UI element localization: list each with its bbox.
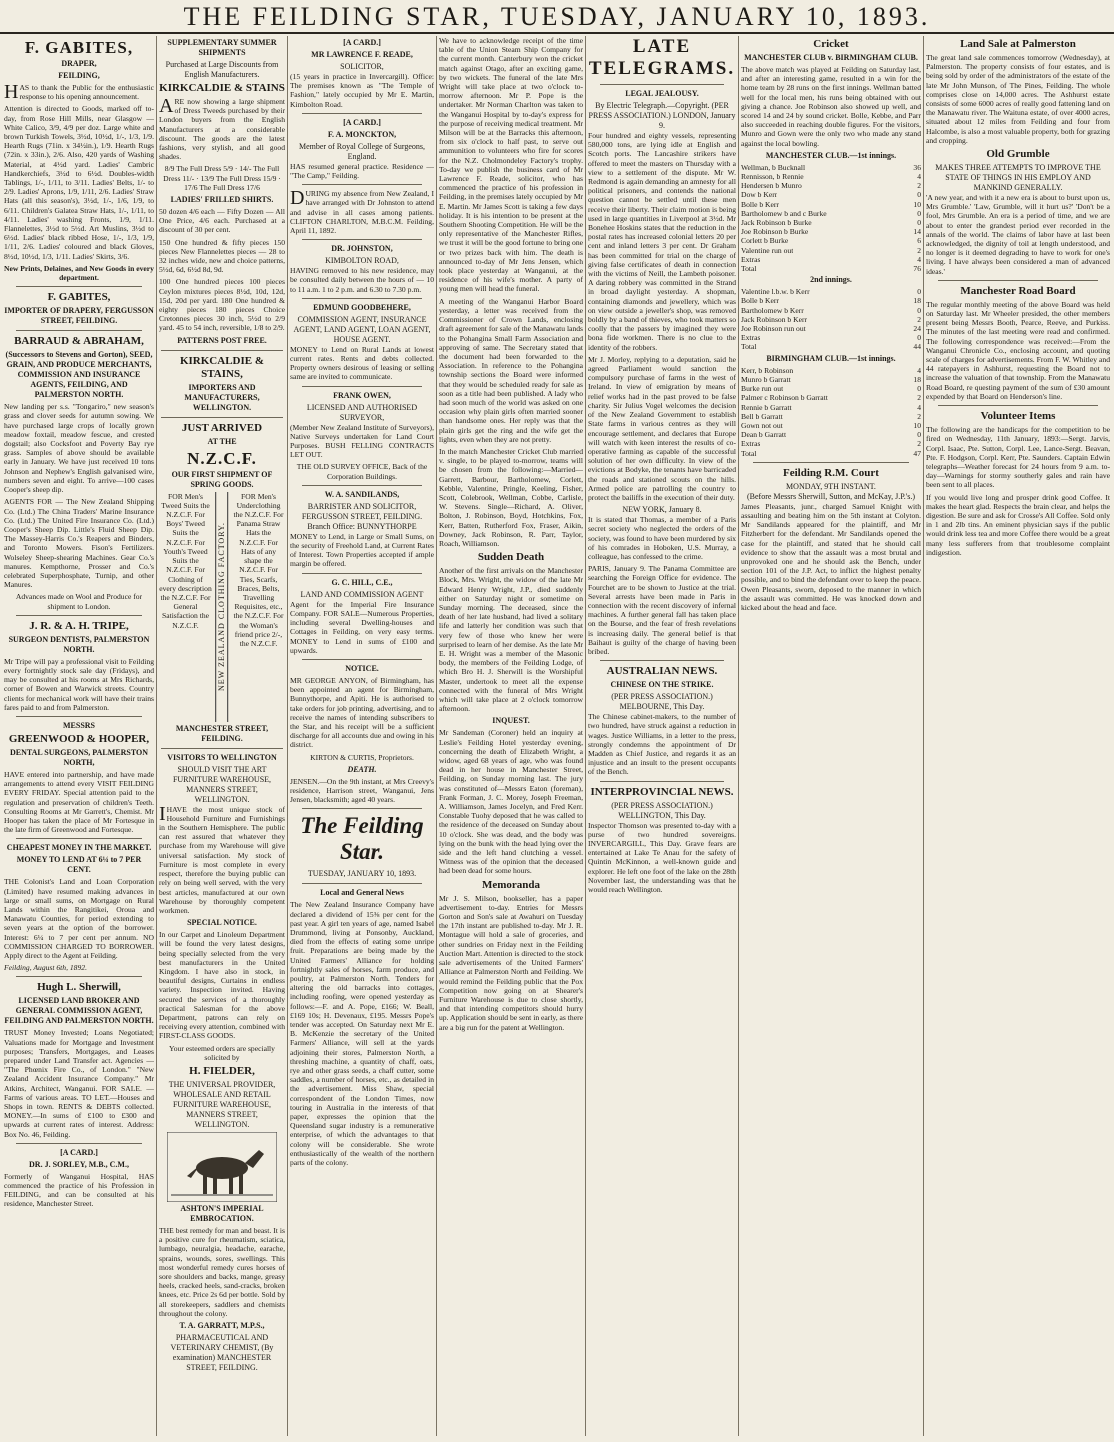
- telegrams-paragraph-1: Four hundred and eighty vessels, representing 580,000 tons, are lying idle at English and Scotch ports. The Lancashire strikers have offered to meet the masters on Thursday with a view to a settlement of the dispute. Mr W. Redmond is again demanding an amnesty for all political prisoners, and contends the national question cannot be settled until these men receive their liberty. Their claim motion is being used in large quantities in Liverpool at 3½d. Mr Bonehee Hoskins states that the reduction in the postal rates has increased colonial letters 20 per cent and inland letters 3 per cent. Dr Graham has been committed for trial on the charge of giving false certificates of death in connection with the victims of Neill, the Lambeth poisoner. A daring robbery was committed in the Strand in broad daylight yesterday. A shopman, containing diamonds and jewellery, which was on view outside a jeweller's shop, was removed boldly by a band of thieves, who took matters so coolly that the passers by imagined they were bona fide workmen. There is no clue to the identity of the robbers.: [588, 131, 736, 352]
- score-row: [741, 227, 921, 236]
- reade-card: [A CARD.]: [343, 38, 381, 47]
- death-title: DEATH.: [347, 764, 377, 774]
- sorley-body: Formerly of Wanganui Hospital, HAS commenced the practice of his Profession in FEILDING, and can be consulted at his residence, Manchester Street.: [4, 1171, 154, 1209]
- batsman-name: Extras: [741, 254, 761, 264]
- batsman-runs: 0: [917, 190, 921, 200]
- column-rule: [287, 36, 288, 1436]
- cricket-subtitle: MANCHESTER CLUB v. BIRMINGHAM CLUB.: [744, 53, 918, 62]
- batsman-name: Burke run out: [741, 384, 784, 394]
- batsman-name: Palmer c Robinson b Garratt: [741, 393, 828, 403]
- greenwood-subtitle: DENTAL SURGEONS, PALMERSTON NORTH,: [9, 747, 149, 767]
- inquest-body: Mr Sandeman (Coroner) held an inquiry at Leslie's Feilding Hotel yesterday evening, concerning the death of Elizabeth Wright, a widow, aged 68 years of age, who was found dead in her house in Manchester Street, Feilding, on Sunday morning last. The jury was constituted of—Messrs Eaton (foreman), Frank Forman, J. C. Morey, Joseph Freeman, A. Williamson, James Jocelyn, and Fred Kerr. Constable Tuohy deposed that he was called to the residence of the deceased on Sunday about 10 o'clock. She was dead, and the body was lying on the bunk with the head lying over the side and the left hand clutching a vessel. Witness was of the opinion that the deceased had been dead for some hours.: [439, 728, 583, 876]
- batsman-name: Valentine run out: [741, 245, 794, 255]
- barraud-agents: AGENTS FOR — The New Zealand Shipping Co. (Ltd.) The China Traders' Marine Insurance Co. (Ltd.) The United Fire Insurance Co. (Ltd.) Cooper's Sheep Dip. Little's Fluid Sheep Dip. The Massey-Harris Co.'s Reapers and Binders, and Toronto Mowers. Fison's Fertilizers. Wolseley Sheep-shearing Machines. Gear Co.'s manures. Kempthorne, Prosser and Co.'s celebrated Superphosphate, Turnip, and other Manures.: [4, 497, 154, 590]
- score-row: [741, 421, 921, 430]
- batsman-name: Bolle b Kerr: [741, 199, 779, 209]
- australian-news-title: AUSTRALIAN NEWS.: [606, 665, 718, 678]
- monckton-body: HAS resumed general practice. Residence — "The Camp," Feilding.: [290, 161, 434, 181]
- column-rule: [738, 36, 739, 1436]
- money-subtitle: MONEY TO LEND AT 6¼ to 7 PER CENT.: [16, 855, 142, 875]
- batsman-name: Valentine l.b.w. b Kerr: [741, 287, 810, 297]
- batsman-name: Munro b Garratt: [741, 374, 791, 384]
- nzcf-vertical-banner: NEW ZEALAND CLOTHING FACTORY.: [215, 492, 228, 722]
- divider: [753, 462, 909, 463]
- divider: [600, 660, 724, 661]
- batsman-runs: 18: [913, 296, 921, 306]
- land-sale-body: The great land sale commences tomorrow (Wednesday), at Palmerston. The property consists of four estates, and is being sold by order of the administrators of the estate of the late Mr John Munson, of The Pines, Feilding. The whole comprises close on 14,000 acres. The Ashhurst estate consists of some 6000 acres of really good fattening land on the Manawatu river. The Waituna estate, of over 4000 acres, situated about 12 miles from Feilding and four from Halcombe, is also a most valuable property, both for grazing and cropping.: [926, 53, 1110, 145]
- divider: [302, 573, 422, 574]
- divider: [302, 485, 422, 486]
- batsman-runs: 2: [917, 181, 921, 191]
- nzcf-columns: [159, 492, 285, 722]
- land-sale-title: Land Sale at Palmerston: [960, 38, 1076, 50]
- sandilands-body: MONEY to Lend, in Large or Small Sums, on the security of Freehold Land, at Current Rates of Interest. Town Properties accepted if ample margin be offered.: [290, 531, 434, 569]
- barraud-title: BARRAUD & ABRAHAM,: [14, 335, 144, 348]
- batsman-runs: 18: [913, 374, 921, 384]
- money-body: THE Colonist's Land and Loan Corporation (Limited) have resumed making advances in large or small sums, on Mortgage on Rural Lands within the Rangitikei, Oroua and Manawatu Counties, for period extending to seven years at the option of the borrower. Interest: 6¼ to 7 per cent per annum. NO COMMISSION CHARGED TO BORROWER. Apply direct to the Agent at Feilding.: [4, 877, 154, 960]
- road-board-body: The regular monthly meeting of the above Board was held on Saturday last. Mr Wheeler presided, the other members present being Messrs Booth, Pearce, Reeve, and Purkiss. The minutes of the last meeting were read and confirmed. The following correspondence was received:—From the Wanganui Chronicle Co., enclosing account, and quoting scale of charges for advertisements. From F. W. Whitley and 44 ratepayers in Ashhurst, requesting the Board not to increase the valuation of that township. From the Manawatu Road Board, re questing payment of the sum of £30 amount expended by that Board on Henderson's line.: [926, 299, 1110, 401]
- batsman-name: Rennisson, b Rennie: [741, 172, 804, 182]
- divider: [302, 808, 422, 809]
- batsman-runs: 4: [917, 254, 921, 264]
- divider: [16, 330, 142, 331]
- gabites2-subtitle: IMPORTER OF DRAPERY, FERGUSSON STREET, FEILDING.: [4, 306, 154, 326]
- court-date: MONDAY, 9TH INSTANT.: [786, 481, 876, 491]
- anyon-body: MR GEORGE ANYON, of Birmingham, has been appointed an agent for Birmingham, Bunnythorpe, and Apiti. He is authorised to take orders for job printing, advertising, and to receive the names of intending subscribers to the Star, and his receipt will be a sufficient discharge for all accounts due and owing in his district.: [290, 675, 434, 750]
- reade-body: (15 years in practice in Invercargill). Office: The premises known as "The Temple of Fashion," lately occupied by Mr E. Martin, Kimbolton Road.: [290, 72, 434, 109]
- barraud-body: New landing per s.s. "Tongariro," new season's grass and clover seeds for autumn sowing. We have purchased large crops of locally grown meadow foxtail, meadow fescue, and crested dogstail; also Cocksfoot and Poverty Bay rye grass. Samples of above should be available early in January. We have just received 10 tons Johnson and Nephew's English galvanised wire, numbers seven and eight. To arrive—100 cases Cooper's sheep dip.: [4, 402, 154, 495]
- kirkcaldie-body: ARE now showing a large shipment of Dress Tweeds purchased by their London buyers from the English Manufacturers at a considerable discount. The goods are the latest fashions, very stylish, and all good shades.: [159, 95, 285, 162]
- column-rule: [156, 36, 157, 1436]
- kirkcaldie-prices: 8/9 The Full Dress 5/9 · 14/- The Full Dress 11/- · 13/9 The Full Dress 15/9 · 17/6 The Full Dress 17/6: [163, 164, 281, 192]
- batsman-runs: 0: [917, 305, 921, 315]
- batsman-runs: 10: [913, 199, 921, 209]
- divider: [302, 239, 422, 240]
- old-survey-office: THE OLD SURVEY OFFICE, Back of the Corporation Buildings.: [296, 462, 428, 481]
- coffee-notice: If you would live long and prosper drink good Coffee. It makes the heart glad. Respects the brain clear, and helps the digestion. Be sure and ask for Crosse's All Coffee. Sold only in 1 and 2lb tins. An eminent physician says if the public would drink less tea and more Coffee there would be a great many less sufferers from that troublesome complaint indigestion.: [926, 492, 1110, 557]
- score-row: [741, 163, 921, 172]
- anyon-signature: KIRTON & CURTIS, Proprietors.: [310, 752, 414, 762]
- column-6-cricket-court: [741, 36, 921, 1436]
- column-5-telegrams: [588, 36, 736, 1436]
- money-title: CHEAPEST MONEY IN THE MARKET.: [6, 843, 152, 853]
- fielder-subtitle: THE UNIVERSAL PROVIDER, WHOLESALE AND RETAIL FURNITURE WAREHOUSE, MANNERS STREET, WELLINGTON.: [168, 1079, 276, 1129]
- batsman-name: Bartholomew b Kerr: [741, 305, 804, 315]
- birmingham-innings-head: BIRMINGHAM CLUB.—1st innings.: [766, 353, 896, 363]
- greenwood-head: MESSRS: [62, 720, 95, 730]
- just-arrived-title: JUST ARRIVED: [181, 421, 263, 434]
- news-paragraph-1: We have to acknowledge receipt of the time table of the Union Steam Ship Company for the current month. Canterbury won the cricket match against Otago, after an exciting game, by two wickets. The funeral of the late Mrs Wright will take place at two o'clock to-morrow afternoon. Mr P. Pope is the undertaker. Mr Norman Charlton was taken to the Wanganui Hospital by to-day's express for the purpose of receiving medical treatment. Mr Milson will be at the Barracks this afternoon, from six o'clock to half past, to serve out ammunition to volunteers who fire for scores for the N.Z. Cholmondeley Factory's trophy. To-day we publish the business card of Mr Lawrence F. Reade, solicitor, who has commenced the practice of his profession in Feilding, in the premises lately occupied by Mr E. Martin. Mr James Scott is taking a few days holiday. It is his intention to be present at the Southern Shooting Competition. He will be the only representative of the Manchester Rifles, we trust it will be the good fortune to bring one or two prizes back with him. The death is announced to-day of Mr Jens Jensen, which took place yesterday at Wanganui, at the residence of his wife's mother. A party of young men will head the funeral.: [439, 36, 583, 294]
- owen-subtitle: LICENSED AND AUTHORISED SURVEYOR,: [306, 402, 418, 422]
- column-3-cards-and-local-news: [290, 36, 434, 1436]
- horse-illustration-icon: [167, 1132, 277, 1202]
- garratt-subtitle: PHARMACEUTICAL AND VETERINARY CHEMIST, (By examination) MANCHESTER STREET, FEILDING.: [170, 1332, 274, 1372]
- charlton-body: DURING my absence from New Zealand, I have arranged with Dr Johnston to attend and advise in all cases among patients. CLIFTON CHARLTON, M.B.C.M. Feilding, April 11, 1892.: [290, 187, 434, 236]
- score-row: [741, 384, 921, 393]
- score-row: [741, 449, 921, 458]
- patterns-post-free: PATTERNS POST FREE.: [177, 335, 267, 345]
- batsman-runs: 4: [917, 365, 921, 375]
- column-rule: [585, 36, 586, 1436]
- batsman-name: Bell b Garratt: [741, 411, 783, 421]
- inquest-title: INQUEST.: [492, 716, 530, 726]
- prints-body: 100 One hundred pieces 100 pieces Ceylon mixtures pieces 8½d, 10d, 12d, 15d, 20d per yard. 180 One hundred & eighty pieces 180 pieces Choice Cretonnes pieces 30 inch, 5½d to 2/9 yard. 45 to 54 inch, reversible, 1/8 to 2/9.: [159, 277, 285, 333]
- local-news-title: Local and General News: [320, 888, 404, 898]
- batsman-name: Jack Robinson b Burke: [741, 218, 812, 228]
- batsman-runs: 24: [913, 324, 921, 334]
- telegrams-paragraph-2: Mr J. Morley, replying to a deputation, said he agreed Parliament would sanction the compulsory purchase of farms in the west of Ireland. In view of emigration by means of relief works had in the past proved to be false charity. Sir Julius Vogel welcomes the decision of the New Zealand Government to establish State farms in various centres as they will encourage settlement, and declares that Europe will watch with keen interest the results of co-operative farming as capable of the successful solution of her own difficulty. In view of the evictions at Bodyke, the tenants have barricaded the roads and stationed scouts on the hills. Armed police are patrolling the country to protect the bailiffs in the execution of their duty.: [588, 354, 736, 502]
- batsman-name: Bolle b Kerr: [741, 296, 779, 306]
- score-row: [741, 209, 921, 218]
- score-row: [741, 366, 921, 375]
- gabites-town: FEILDING,: [58, 71, 100, 80]
- shirts-title: LADIES' FRILLED SHIRTS.: [170, 195, 274, 205]
- birmingham-first-innings-scores: [741, 366, 921, 458]
- visitors-title: VISITORS TO WELLINGTON: [167, 752, 277, 762]
- goodbehere-subtitle: COMMISSION AGENT, INSURANCE AGENT, LAND AGENT, LOAN AGENT, HOUSE AGENT.: [293, 314, 431, 344]
- gabites-subtitle: DRAPER,: [61, 59, 97, 68]
- old-grumble-subtitle: MAKES THREE ATTEMPTS TO IMPROVE THE STATE OF THINGS IN HIS EMPLOY AND MANKIND GENERALLY.: [935, 163, 1101, 193]
- legal-jealousy-title: LEGAL JEALOUSY.: [625, 89, 699, 98]
- score-row: [741, 172, 921, 181]
- batsman-name: Kerr, b Robinson: [741, 365, 794, 375]
- memoranda-body: Mr J. S. Milson, bookseller, has a paper advertisement to-day. Entries for Messrs Gorton and Son's sale at Awahuri on Tuesday the 17th instant are published to-day. Mr J. R. Montague will hold a sale of groceries, and other sundries on Friday next in the Feilding Auction Mart. Attention is directed to the stock sale advertisements of the United Farmers' Alliance at Palmerston North and Feilding. We would remind the Feilding public that the Pox Competition now going on at Shearer's Furniture Warehouse is due to close shortly, and that intending competitors should hurry up. Application should be sent in early, as there are a big run for the patent at Wellington.: [439, 893, 583, 1032]
- sherwill-subtitle: LICENSED LAND BROKER AND GENERAL COMMISSION AGENT, FEILDING AND PALMERSTON NORTH.: [4, 996, 154, 1026]
- manchester-second-innings-scores: [741, 287, 921, 351]
- batsman-runs: 0: [917, 287, 921, 297]
- divider: [600, 84, 724, 85]
- nzcf-address: MANCHESTER STREET, FEILDING.: [175, 723, 269, 743]
- batsman-runs: 2: [917, 411, 921, 421]
- batsman-runs: 76: [913, 264, 921, 274]
- column-rule: [923, 36, 924, 1436]
- column-rule: [436, 36, 437, 1436]
- divider: [161, 417, 283, 418]
- divider: [16, 286, 142, 287]
- sherwill-body: TRUST Money Invested; Loans Negotiated; Valuations made for Mortgage and Investment purposes; Transfers, Mortgages, and Leases prepared under Land Transfer act. Agencies — "The Phœnix Fire Co., of London." "New Zealand Accident Insurance Company." Mr Atkins, Architect, Wanganui. FOR SALE. — Farms of various areas. TO LET.—Houses and Shops in town. RENTS & DEBTS collected. MONEY.—In sums of £100 to £300 and upwards at current rates of interest. Address: Box No. 46, Feilding.: [4, 1028, 154, 1139]
- barraud-footer: Advances made on Wool and Produce for shipment to London.: [15, 592, 143, 611]
- score-row: [741, 218, 921, 227]
- divider: [161, 350, 283, 351]
- batsman-runs: 4: [917, 172, 921, 182]
- batsman-runs: 2: [917, 314, 921, 324]
- column-4-news: [439, 36, 583, 1436]
- money-date: Feilding, August 6th, 1892.: [4, 963, 87, 973]
- nzcf-title: N.Z.C.F.: [187, 448, 257, 468]
- score-row: [741, 342, 921, 351]
- supplementary-title: SUPPLEMENTARY SUMMER SHIPMENTS: [167, 38, 277, 57]
- interprovincial-byline: (PER PRESS ASSOCIATION.) WELLINGTON, This Day.: [611, 800, 713, 820]
- score-row: [741, 296, 921, 305]
- reade-subtitle: SOLICITOR,: [340, 62, 384, 71]
- sherwill-title: Hugh L. Sherwill,: [37, 981, 121, 994]
- score-row: [741, 375, 921, 384]
- score-row: [741, 324, 921, 333]
- old-grumble-title: Old Grumble: [986, 148, 1050, 161]
- column-1-advertisements: [4, 36, 154, 1436]
- monckton-subtitle: Member of Royal College of Surgeons, England.: [298, 141, 426, 161]
- batsman-name: Extras: [741, 333, 761, 343]
- batsman-name: Extras: [741, 439, 761, 449]
- newspaper-title: THE FEILDING STAR, TUESDAY, JANUARY 10, 1893.: [183, 2, 931, 31]
- divider: [302, 298, 422, 299]
- batsman-name: Total: [741, 448, 757, 458]
- tripe-subtitle: SURGEON DENTISTS, PALMERSTON NORTH.: [8, 634, 150, 654]
- news-paragraph-2: A meeting of the Wanganui Harbor Board yesterday, a letter was received from the Commissioner of Crown Lands, enclosing draft agreement for sale of the Manawatu lands to the Pohangina Small Farm Association and approving of same. The Secretary stated that the document had been forwarded to the Association. In reference to the Pohangina township sections the Board were informed that they would be scheduled ready for sale as soon as a title had been published. A lady who had soon much of the world was asked on one occasion why plain girls often married sooner than handsome ones. Her reply was that the plain girls get the ring and the wife get the lights, even when they are not pretty.: [439, 296, 583, 444]
- divider: [302, 883, 422, 884]
- cricket-report: The above match was played at Feilding on Saturday last, and after an interesting game, resulted in a win for the home team by 28 runs on the first innings. Wellman batted well for the local men, his runs being obtained with out giving a chance. Joe Robinson also showed up well, and scored 14 and 24 by sound cricket. Bolle, Kebbe, and Parr also succeeded in reaching double figures. For the visitors, Munro and Gown were the only two who made any stand against the local bowling.: [741, 65, 921, 148]
- interprovincial-body: Inspector Thomson was presented to-day with a purse of two hundred sovereigns. INVERCARGILL, This Day. Grave fears are entertained at Lake Te Anau for the safety of Quintin McKinnon, a well-known guide and explorer. He left one foot of the lake on the 28th November last, the understanding was that he would reach Wellington.: [588, 820, 736, 895]
- hill-title: G. C. HILL, C.E.,: [331, 577, 393, 587]
- divider: [16, 1143, 142, 1144]
- death-body: JENSEN.—On the 9th instant, at Mrs Creevy's residence, Harrison street, Wanganui, Jens Jensen, blacksmith; aged 40 years.: [290, 776, 434, 805]
- divider: [16, 838, 142, 839]
- nzcf-right-list: FOR Men's Underclothing the N.Z.C.F. For Panama Straw Hats the N.Z.C.F. For Hats of any shape the N.Z.C.F. For Ties, Scarfs, Braces, Belts, Travelling Requisites, etc., the N.Z.C.F. For the Woman's friend price 2/-, the N.Z.C.F.: [233, 491, 284, 648]
- score-row: [741, 236, 921, 245]
- batsman-name: Dow b Kerr: [741, 190, 778, 200]
- chinese-strike-title: CHINESE ON THE STRIKE.: [610, 680, 714, 690]
- divider: [302, 659, 422, 660]
- batsman-runs: 2: [917, 393, 921, 403]
- monckton-card: [A CARD.]: [343, 117, 381, 127]
- gabites-footer: New Prints, Delaines, and New Goods in every department.: [4, 263, 154, 283]
- sorley-card: [A CARD.]: [60, 1147, 98, 1157]
- old-grumble-body: 'A new year, and with it a new era is about to burst upon us, Mrs Grumble.' 'Law, Grumble, will it hurt us?' 'Don't be a fool, Mrs Grumble. An era is a period of time, and we are about to enter the grandest period ever recorded in the annals of the world. The claims of labor have at last been acknowledged, the dignity of toil at length understood, and no longer is it deemed degrading to have to work for one's living. I have always been considered a man of advanced ideas.': [926, 193, 1110, 276]
- hill-body: Agent for the Imperial Fire Insurance Company. FOR SALE—Numerous Properties, including several Dwelling-houses and Cottages in Feilding, on very easy terms. MONEY to Lend in sums of £100 and upwards.: [290, 599, 434, 655]
- batsman-runs: 10: [913, 420, 921, 430]
- issue-date: TUESDAY, JANUARY 10, 1893.: [307, 869, 417, 879]
- batsman-runs: 0: [917, 218, 921, 228]
- news-paragraph-3: In the match Manchester Cricket Club married v. single, to be played to-morrow, teams will be chosen from the following:—Married—Garrett, Barbour, Bartholomew, Corlett, Kebble, Valentine, Pringle, Keeling, Fisher, Scott, Colebrook, Wellman, Cobbe, Carlisle, W. Stevens. Single—Richard, A. Oliver, Bolton, J. Robinson, Boyd, Hotchkins, Fox, Kerr, Batten, Rutherford Fox, Fraser, Aikin, Downey, Jack Robinson, R. Parr, Taylor, Roach, Williamson.: [439, 446, 583, 548]
- batsman-runs: 2: [917, 439, 921, 449]
- kirkcaldie2-subtitle: IMPORTERS AND MANUFACTURERS, WELLINGTON.: [184, 382, 260, 412]
- score-row: [741, 264, 921, 273]
- divider: [600, 781, 724, 782]
- solicited-line: Your esteemed orders are specially solicited by: [169, 1043, 275, 1062]
- ashton-body: THE best remedy for man and beast. It is a positive cure for rheumatism, sciatica, lumbago, neuralgia, headache, earache, sprains, wounds, sores, swellings. This most wonderful remedy cures horses of sore shoulders and backs, mange, greasy heels, cracked heels, sand-cracks, broken knees, etc. Price 2s 6d per bottle. Sold by all storekeepers, saddlers and chemists throughout the colony.: [159, 1225, 285, 1318]
- manchester-second-innings-head: 2nd innings.: [810, 275, 852, 285]
- shirts-body: 50 dozen 4/6 each — Fifty Dozen — All One Price, 4/6 each. Purchased at a discount of 30 per cent.: [159, 207, 285, 235]
- johnston-body: HAVING removed to his new residence, may be consulted daily between the hours of — 10 to 11 a.m. 1 to 2 p.m. and 6.30 to 7.30 p.m.: [290, 266, 434, 294]
- divider: [16, 976, 142, 977]
- divider: [302, 386, 422, 387]
- owen-body: (Member New Zealand Institute of Surveyors), Native Surveys undertaken for Land Court Purposes. BUSH FELLING CONTRACTS LET OUT.: [290, 422, 434, 460]
- kirkcaldie2-title: KIRKCALDIE & STAINS,: [179, 354, 265, 380]
- volunteer-items-title: Volunteer Items: [980, 410, 1056, 423]
- column-2-advertisements: [159, 36, 285, 1436]
- divider: [16, 615, 142, 616]
- garratt-title: T. A. GARRATT, M.P.S.,: [179, 1320, 265, 1330]
- greenwood-body: HAVE entered into partnership, and have made arrangements to attend every VISIT FEILDING EVERY FRIDAY. Special attention paid to the regulation and preservation of children's Teeth. Consulting Rooms at Mr Garrett's, Chemist. Mr Hooper has taken the place of Mr Fortesque in the late firm of Greenwood and Fortesque.: [4, 769, 154, 835]
- kirkcaldie-title: KIRKCALDIE & STAINS: [159, 82, 285, 94]
- batsman-name: Joe Robinson run out: [741, 324, 806, 334]
- gabites2-title: F. GABITES,: [47, 291, 111, 304]
- batsman-runs: 44: [913, 342, 921, 352]
- ashton-title: ASHTON'S IMPERIAL EMBROCATION.: [180, 1203, 264, 1223]
- batsman-name: Total: [741, 264, 757, 274]
- greenwood-title: GREENWOOD & HOOPER,: [8, 732, 150, 745]
- late-telegrams-title: LATE TELEGRAMS.: [588, 36, 736, 79]
- score-row: [741, 439, 921, 448]
- owen-title: FRANK OWEN,: [333, 390, 391, 400]
- score-row: [741, 315, 921, 324]
- batsman-runs: 0: [917, 333, 921, 343]
- divider: [938, 280, 1098, 281]
- sudden-death-body: Another of the first arrivals on the Manchester Block, Mrs. Wright, the widow of the late Mr Edward Henry Wright, J.P., died suddenly either on Saturday night or sometime on Sunday morning. The deceased, since the death of her late husband, had lived a solitary life and latterly her condition was such that very few of those who knew her were surprised to learn of her demise. As the late Mr E. H. Wright was a member of the Masonic body, the members of the Feilding Lodge, of which Bro H. J. Sherwill is the Worshipful Master, undertook to meet all the expense connected with the funeral of Mrs Wright which will take place at 2 o'clock tomorrow afternoon.: [439, 566, 583, 714]
- reade-title: MR LAWRENCE F. READE,: [311, 50, 413, 59]
- monckton-title: F. A. MONCKTON,: [327, 129, 397, 139]
- batsman-runs: 14: [913, 227, 921, 237]
- notice-title: NOTICE.: [345, 663, 379, 673]
- at-the-label: AT THE: [207, 436, 237, 446]
- manchester-first-innings-scores: [741, 163, 921, 273]
- hill-subtitle: LAND AND COMMISSION AGENT: [300, 589, 424, 599]
- batsman-runs: 0: [917, 384, 921, 394]
- sudden-death-title: Sudden Death: [477, 551, 545, 564]
- interprovincial-news-title: INTERPROVINCIAL NEWS.: [590, 785, 734, 798]
- court-title: Feilding R.M. Court: [783, 466, 879, 479]
- fielder-title: H. FIELDER,: [189, 1064, 255, 1077]
- score-row: [741, 190, 921, 199]
- tripe-title: J. R. & A. H. TRIPE,: [29, 619, 129, 632]
- johnston-title: DR. JOHNSTON,: [331, 244, 393, 254]
- sorley-title: DR. J. SORLEY, M.B., C.M.,: [29, 1159, 129, 1169]
- sandilands-subtitle: BARRISTER AND SOLICITOR, FERGUSSON STREET, FEILDING. Branch Office: BUNNYTHORPE: [301, 501, 423, 531]
- score-row: [741, 255, 921, 264]
- court-bench: (Before Messrs Sherwill, Sutton, and McKay, J.P.'s.): [746, 491, 916, 501]
- batsman-name: Rennie b Garratt: [741, 402, 792, 412]
- divider: [161, 748, 283, 749]
- court-report: James Pleasants, junr., charged Samuel Knight with assaulting and beating him on the 5th instant at Colyton. Mr Sandilands appeared for the plaintiff, and Mr Fitzherbert for the defendant. Mr Sandilands opened the case for the plaintiff, and stated that he should call evidence to show that the assault was a most brutal and unprovoked one and he should ask the Bench, under section 101 of the J.P. Act, to inflict the highest penalty possible, and to bind the defendant over to keep the peace. Owen Pleasants, sworn, deposed to the manner in which the assault was committed. He was knocked down and kicked about the head and face.: [741, 501, 921, 612]
- score-row: [741, 246, 921, 255]
- divider: [302, 113, 422, 114]
- goodbehere-body: MONEY to Lend on Rural Lands at lowest current rates. Rents and debts collected. Property owners desirous of leasing or selling same are invited to communicate.: [290, 344, 434, 382]
- special-notice-title: SPECIAL NOTICE.: [187, 918, 257, 928]
- telegrams-paragraph-4: PARIS, January 9. The Panama Committee are searching the Foreign Office for evidence. The Fourchet are to be shown to Justice at the trial. Several arrests have been made in Paris in connection with the recent discovery of infernal machines. A further general fall has taken place on the Bourse, and the fear of fresh revelations is increasing daily. The general belief is that Baihaut is guilty of the charge of having been bribed.: [588, 564, 736, 656]
- batsman-runs: 47: [913, 448, 921, 458]
- batsman-name: Bartholomew b and c Burke: [741, 208, 827, 218]
- manchester-innings-head: MANCHESTER CLUB.—1st innings.: [765, 150, 897, 160]
- batsman-runs: 0: [917, 430, 921, 440]
- batsman-name: Joe Robinson b Burke: [741, 227, 809, 237]
- batsman-runs: 36: [913, 162, 921, 172]
- new-york-dateline: NEW YORK, January 8.: [622, 505, 702, 515]
- score-row: [741, 403, 921, 412]
- batsman-name: Jack Robinson b Kerr: [741, 314, 808, 324]
- goodbehere-title: EDMUND GOODBEHERE,: [313, 302, 411, 312]
- masthead: [0, 0, 1114, 34]
- local-news-body: The New Zealand Insurance Company have declared a dividend of 15⅜ per cent for the past year. A girl ten years of age, named Isabel Drummond, living at Ponsonby, Auckland, died from the effects of eating some unripe fruit. Preparations are being made by the United Farmers' Alliance for holding fortnightly sales of horses, farm produce, and poultry, at Palmerston North. Tenders for altering the old barracks into cottages, including roofing, were opened yesterday as follows:—F. and A. Pope, £166; W. Beall, £169 10s; H. Devenaux, £195. Messrs Pope's tender was accepted. On Saturday next Mr E. B. McKenzie the secretary of the United Farmers' Alliance, will sell at the yards adjoining their stores, Palmerston North, a threshing machine, a quantity of chaff, oats, rye and other grass seeds, a chaff cutter, some saddles, a number of horses, etc., as detailed in the advertisement. Miss Shaw, special correspondent of the London Times, now touring in Australia in the interests of that paper, expresses the opinion that the Queensland sugar industry is a remunerative enterprise, of which the advantages to that colony will be considerable. She wrote enthusiastically of the wealth of the northern parts of the colony.: [290, 900, 434, 1168]
- batsman-name: Hendersen b Munro: [741, 181, 802, 191]
- supplementary-subtitle: Purchased at Large Discounts from English Manufacturers.: [165, 60, 279, 79]
- nzcf-banner-wrap: [214, 492, 230, 722]
- flannelettes-body: 150 One hundred & fifty pieces 150 pieces New Flannelettes pieces — 28 to 32 inches wide, new and choice patterns, 5½d, 6d, 6½d 8d, 9d.: [159, 237, 285, 275]
- nzcf-left-list: FOR Men's Tweed Suits the N.Z.C.F. For Boys' Tweed Suits the N.Z.C.F. For Youth's Tweed Suits the N.Z.C.F. For Clothing of every description the N.Z.C.F. For General Satisfaction the N.Z.C.F.: [159, 491, 212, 630]
- batsman-runs: 0: [917, 208, 921, 218]
- score-row: [741, 181, 921, 190]
- batsman-name: Total: [741, 342, 757, 352]
- score-row: [741, 287, 921, 296]
- telegrams-paragraph-3: It is stated that Thomas, a member of a Paris secret society who neglected the orders of the society, was found to have been murdered by six of his comrades in Hoboken, U.S. Murray, a colleague, has confessed to the crime.: [588, 515, 736, 561]
- batsman-runs: 4: [917, 402, 921, 412]
- score-row: [741, 200, 921, 209]
- furniture-body: IHAVE the most unique stock of Household Furniture and Furnishings in the Southern Hemisphere. The public can rest assured that whatever they purchase from my Warehouse will give universal satisfaction. My stock of Furniture is most complete in every respect, therefore the buying public can rely on being well served, with the very best articles, manufactured at our own Warehouse by thoroughly competent workmen.: [159, 802, 285, 915]
- gabites-intro: HAS to thank the Public for the enthusiastic response to his opening announcement.: [4, 81, 154, 103]
- feilding-star-nameplate: The Feilding Star.: [300, 813, 424, 865]
- nzcf-subtitle: OUR FIRST SHIPMENT OF SPRING GOODS.: [171, 469, 273, 489]
- barraud-subtitle: (Successors to Stevens and Gorton), SEED, GRAIN, AND PRODUCE MERCHANTS, COMMISSION AND INSURANCE AGENTS, FEILDING, AND PALMERSTON NORTH.: [5, 350, 153, 400]
- tripe-body: Mr Tripe will pay a professional visit to Feilding every fortnightly stock sale day (Fridays), and may be consulted at his rooms at Mrs Richards, corner of Bowen and Warwick streets. Country clients for mechanical work will have their trains fares paid to and from Palmerston.: [4, 656, 154, 712]
- australian-news-body: The Chinese cabinet-makers, to the number of two hundred, have struck against a reduction in wages. Justice Williams, in a letter to the press, strongly condemns the appointment of Dr Madden as Chief Justice, and regards it as an injustice and an insult to the present occupants of the Bench.: [588, 712, 736, 777]
- special-notice-body: In our Carpet and Linoleum Department will be found the very latest designs, being specially selected from the very best manufacturers in the United Kingdom. I have also in stock, in beautiful designs, Curtains in endless variety. Inspection invited. Having secured the services of a thoroughly practical Salesman for the above Department, patrons can rely on receiving every attention, combined with FIRST-CLASS GOODS.: [159, 930, 285, 1041]
- batsman-name: Wellman, b Bucknall: [741, 162, 806, 172]
- score-row: [741, 306, 921, 315]
- volunteer-items-body: The following are the handicaps for the competition to be fired on Wednesday, 11th January, 1893:—Sergt. Jarvis, Corpl. Isaac, Pte. Sutton, Corpl. Lee, Lance-Sergt. Beavan, Pte. F. Hodgson, Corpl. Kerr, Pte. Saunders. Captain Edwin telegraphs—Weather forecast for 24 hours from 9 a.m. to-day—Warnings for stormy southerly gales and rain have been sent to all places.: [926, 425, 1110, 490]
- memoranda-title: Memoranda: [481, 878, 541, 891]
- score-row: [741, 430, 921, 439]
- gabites-title: F. GABITES,: [24, 38, 134, 57]
- score-row: [741, 393, 921, 402]
- johnston-subtitle: KIMBOLTON ROAD,: [325, 256, 399, 266]
- divider: [16, 716, 142, 717]
- batsman-runs: 6: [917, 236, 921, 246]
- column-7-land-grumble-board: [926, 36, 1110, 1436]
- cricket-title: Cricket: [813, 38, 849, 50]
- sandilands-title: W. A. SANDILANDS,: [324, 489, 400, 499]
- divider: [938, 405, 1098, 406]
- score-row: [741, 333, 921, 342]
- chinese-strike-byline: (PER PRESS ASSOCIATION.) MELBOURNE, This Day.: [611, 692, 713, 712]
- batsman-name: Gown not out: [741, 420, 783, 430]
- gabites-body: Attention is directed to Goods, marked off to-day, from Rose Hill Mills, near Glasgow — White Calico, 3/9, 4/9 per doz. Large white and brown Turkish Towels, 3½d, 10½d, 1/-, 1/3, 1/9. Hearth Rugs (71in. x 34½in.), 1/9. Hearth Rugs (72in. x 33in.), 2/6. Also, 420 yards of Washing Material, at 4½d yard. Ladies' Cambric Handkerchiefs, 3½d to 6½d. Doubles-width Tablings, 1/-, 1/11, to 3/11. Ladies' Belts, 1/- to 2/9. Ladies' Aprons, 1/9, 1/11, 2/6. Ladies' Straw Hats (all this season's), 3½d, 1/-, 1/6, 1/9, to 6/11. Children's Galatea Straw Hats, 1/-, 1/11, to 4/11. Ladies' washing Fronts, 1/9, 1/11. Flannelettes, 3½d to 5½d. Art Muslins, 3½d to 6½d. Ladies' black ribbed Hose, 1/-, 1/3, 1/9, 1/11, 2/6. Ladies' coloured and black Gloves, 8½d, 10½d, 1/3, 1/11. Ladies' Skirts, 3/6.: [4, 104, 154, 261]
- visitors-subtitle: SHOULD VISIT THE ART FURNITURE WAREHOUSE, MANNERS STREET, WELLINGTON.: [172, 764, 272, 804]
- legal-jealousy-byline: By Electric Telegraph.—Copyright. (PER PRESS ASSOCIATION.) LONDON, January 9.: [588, 101, 736, 130]
- road-board-title: Manchester Road Board: [960, 284, 1076, 297]
- divider: [302, 184, 422, 185]
- batsman-name: Corlett b Burke: [741, 236, 789, 246]
- batsman-runs: 2: [917, 245, 921, 255]
- score-row: [741, 412, 921, 421]
- batsman-name: Dean b Garratt: [741, 430, 787, 440]
